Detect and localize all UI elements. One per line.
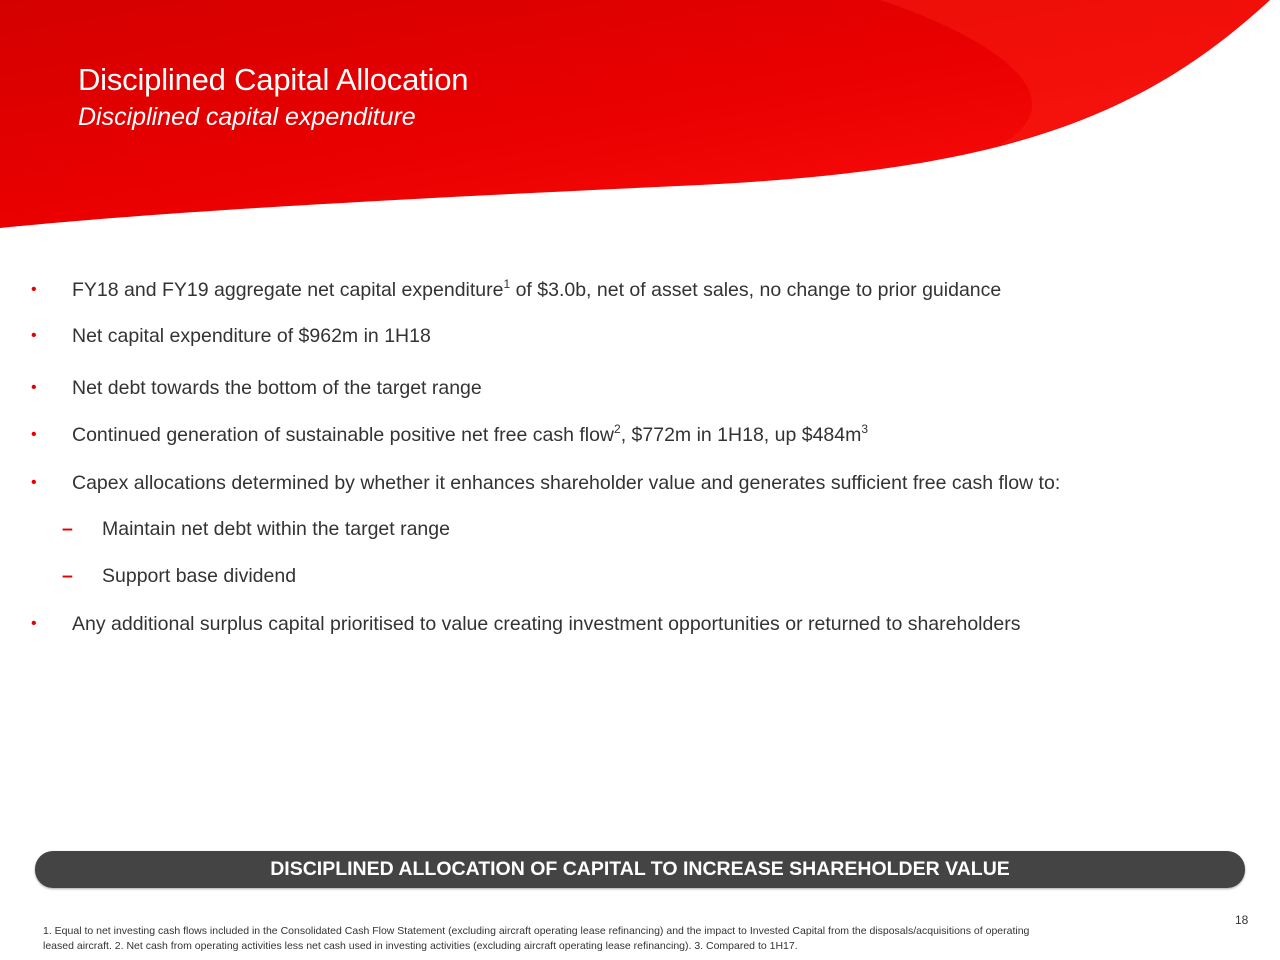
footnote-ref: 2 [614,422,621,436]
dash-marker: – [62,565,73,587]
footnote-ref: 3 [861,422,869,436]
bullet-text: Maintain net debt within the target range [102,518,450,540]
bullet-item [31,613,1021,636]
banner-text: DISCIPLINED ALLOCATION OF CAPITAL TO INCREASE SHAREHOLDER VALUE [270,858,1010,880]
bullet-item [31,422,869,447]
bullet-item [31,325,431,348]
page-title: Disciplined Capital Allocation [78,62,469,97]
bullet-marker: • [31,281,37,298]
bullet-item [31,277,1002,302]
bullet-text: Capex allocations determined by whether it enhances shareholder value and generates sufficient free cash flow to: [72,472,1061,494]
bullet-marker: • [31,426,37,443]
dash-marker: – [62,518,73,540]
bullet-marker: • [31,474,37,491]
bullet-text: of $3.0b, net of asset sales, no change to prior guidance [510,279,1002,301]
page-subtitle: Disciplined capital expenditure [78,103,416,131]
bullet-text: , $772m in 1H18, up $484m [620,424,862,446]
footnote-line: leased aircraft. 2. Net cash from operating activities less net cash used in investing activities (excluding aircraft operating lease refinancing). 3. Compared to 1H17. [43,940,798,952]
bullet-text: FY18 and FY19 aggregate net capital expenditure [72,279,504,301]
bullet-text: Any additional surplus capital prioritised to value creating investment opportunities or returned to shareholders [72,613,1021,635]
bullet-text: Net debt towards the bottom of the target range [72,377,482,399]
bullet-marker: • [31,379,37,396]
bullet-item [31,377,482,400]
bullet-text: Continued generation of sustainable positive net free cash flow [72,424,615,446]
footnote-ref: 1 [503,277,511,291]
bullet-text: Support base dividend [102,565,297,587]
bullet-marker: • [31,327,37,344]
page-number: 18 [1235,913,1249,927]
bullet-marker: • [31,615,37,632]
bullet-text: Net capital expenditure of $962m in 1H18 [72,325,431,347]
sub-bullet-item [62,518,450,541]
sub-bullet-item [62,565,297,588]
footnote-line: 1. Equal to net investing cash flows included in the Consolidated Cash Flow Statement (excluding aircraft operating lease refinancing) and the impact to Invested Capital from the disposals/acquisitions of operating [43,925,1030,937]
bullet-item [31,472,1061,495]
footnotes [43,924,1228,954]
key-message-banner [35,851,1245,888]
